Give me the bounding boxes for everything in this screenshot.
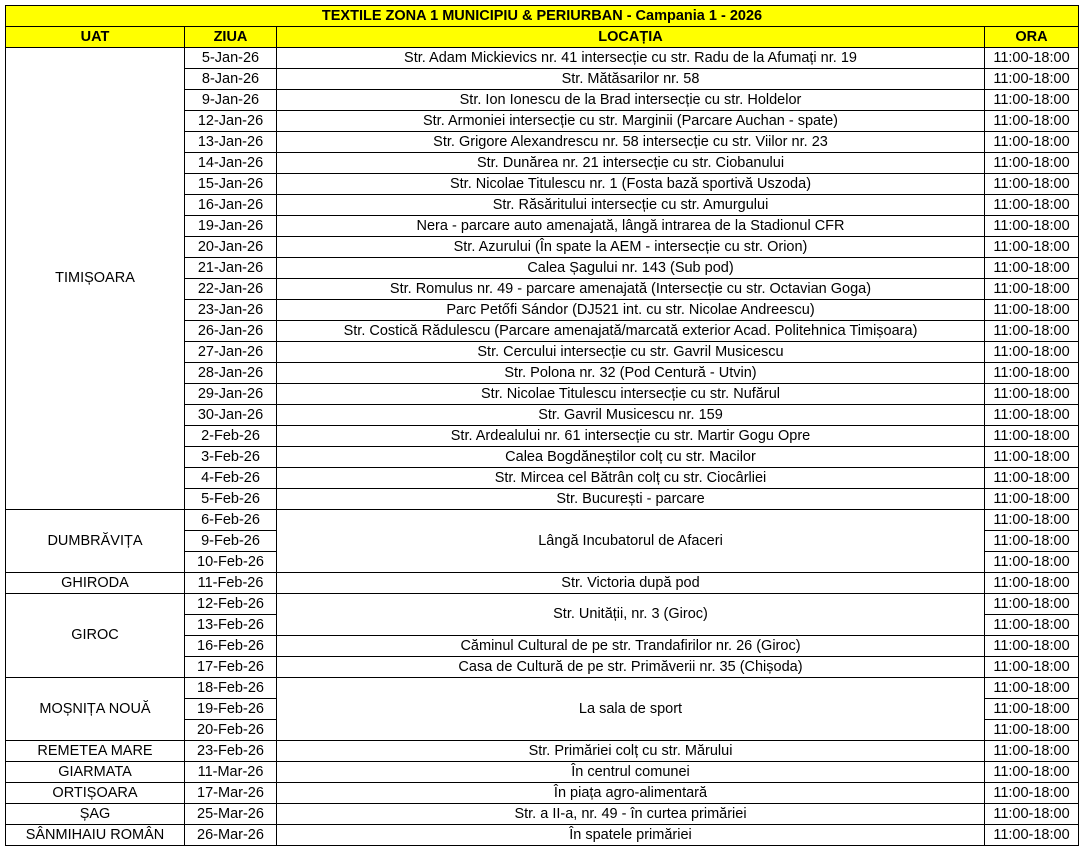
table-row <box>6 783 1079 804</box>
location-cell: Str. Nicolae Titulescu intersecție cu str. Nufărul <box>277 384 985 405</box>
location-cell: Str. Primăriei colț cu str. Mărului <box>277 741 985 762</box>
location-cell: Căminul Cultural de pe str. Trandafirilor nr. 26 (Giroc) <box>277 636 985 657</box>
hours-cell: 11:00-18:00 <box>985 342 1079 363</box>
hours-cell: 11:00-18:00 <box>985 321 1079 342</box>
date-cell: 21-Jan-26 <box>185 258 277 279</box>
table-row <box>6 825 1079 846</box>
table-row <box>6 804 1079 825</box>
hours-cell: 11:00-18:00 <box>985 699 1079 720</box>
location-cell: Casa de Cultură de pe str. Primăverii nr. 35 (Chișoda) <box>277 657 985 678</box>
date-cell: 13-Feb-26 <box>185 615 277 636</box>
location-cell: Str. Azurului (În spate la AEM - intersecție cu str. Orion) <box>277 237 985 258</box>
hours-cell: 11:00-18:00 <box>985 720 1079 741</box>
hours-cell: 11:00-18:00 <box>985 804 1079 825</box>
title-row <box>6 6 1079 27</box>
date-cell: 23-Jan-26 <box>185 300 277 321</box>
uat-cell: SÂNMIHAIU ROMÂN <box>6 825 185 846</box>
date-cell: 15-Jan-26 <box>185 174 277 195</box>
location-cell: Nera - parcare auto amenajată, lângă intrarea de la Stadionul CFR <box>277 216 985 237</box>
hours-cell: 11:00-18:00 <box>985 111 1079 132</box>
hours-cell: 11:00-18:00 <box>985 405 1079 426</box>
date-cell: 6-Feb-26 <box>185 510 277 531</box>
location-cell: În piața agro-alimentară <box>277 783 985 804</box>
date-cell: 17-Feb-26 <box>185 657 277 678</box>
uat-cell: GHIRODA <box>6 573 185 594</box>
date-cell: 12-Jan-26 <box>185 111 277 132</box>
uat-cell: TIMIȘOARA <box>6 48 185 510</box>
location-cell: Lângă Incubatorul de Afaceri <box>277 510 985 573</box>
date-cell: 16-Jan-26 <box>185 195 277 216</box>
header-row <box>6 27 1079 48</box>
hours-cell: 11:00-18:00 <box>985 384 1079 405</box>
hours-cell: 11:00-18:00 <box>985 90 1079 111</box>
hours-cell: 11:00-18:00 <box>985 552 1079 573</box>
location-cell: Str. Cercului intersecție cu str. Gavril Musicescu <box>277 342 985 363</box>
date-cell: 26-Mar-26 <box>185 825 277 846</box>
hours-cell: 11:00-18:00 <box>985 531 1079 552</box>
schedule-table <box>5 5 1079 846</box>
location-cell: La sala de sport <box>277 678 985 741</box>
location-cell: Str. Armoniei intersecție cu str. Marginii (Parcare Auchan - spate) <box>277 111 985 132</box>
hours-cell: 11:00-18:00 <box>985 510 1079 531</box>
date-cell: 13-Jan-26 <box>185 132 277 153</box>
uat-cell: MOȘNIȚA NOUĂ <box>6 678 185 741</box>
uat-cell: ȘAG <box>6 804 185 825</box>
hours-cell: 11:00-18:00 <box>985 447 1079 468</box>
column-header-uat: UAT <box>6 27 185 48</box>
date-cell: 18-Feb-26 <box>185 678 277 699</box>
hours-cell: 11:00-18:00 <box>985 783 1079 804</box>
date-cell: 5-Feb-26 <box>185 489 277 510</box>
uat-cell: REMETEA MARE <box>6 741 185 762</box>
uat-cell: DUMBRĂVIȚA <box>6 510 185 573</box>
hours-cell: 11:00-18:00 <box>985 468 1079 489</box>
table-row <box>6 762 1079 783</box>
date-cell: 5-Jan-26 <box>185 48 277 69</box>
uat-cell: GIARMATA <box>6 762 185 783</box>
hours-cell: 11:00-18:00 <box>985 237 1079 258</box>
hours-cell: 11:00-18:00 <box>985 741 1079 762</box>
table-body <box>6 48 1079 846</box>
hours-cell: 11:00-18:00 <box>985 657 1079 678</box>
uat-cell: ORTIȘOARA <box>6 783 185 804</box>
date-cell: 28-Jan-26 <box>185 363 277 384</box>
column-header-ziua: ZIUA <box>185 27 277 48</box>
date-cell: 19-Feb-26 <box>185 699 277 720</box>
date-cell: 9-Jan-26 <box>185 90 277 111</box>
location-cell: În spatele primăriei <box>277 825 985 846</box>
hours-cell: 11:00-18:00 <box>985 678 1079 699</box>
table-row <box>6 48 1079 69</box>
hours-cell: 11:00-18:00 <box>985 174 1079 195</box>
location-cell: Str. Romulus nr. 49 - parcare amenajată (Intersecție cu str. Octavian Goga) <box>277 279 985 300</box>
table-row <box>6 594 1079 615</box>
date-cell: 19-Jan-26 <box>185 216 277 237</box>
column-header-locatia: LOCAȚIA <box>277 27 985 48</box>
hours-cell: 11:00-18:00 <box>985 216 1079 237</box>
hours-cell: 11:00-18:00 <box>985 489 1079 510</box>
hours-cell: 11:00-18:00 <box>985 363 1079 384</box>
hours-cell: 11:00-18:00 <box>985 69 1079 90</box>
date-cell: 12-Feb-26 <box>185 594 277 615</box>
hours-cell: 11:00-18:00 <box>985 615 1079 636</box>
date-cell: 27-Jan-26 <box>185 342 277 363</box>
location-cell: Str. Ion Ionescu de la Brad intersecție cu str. Holdelor <box>277 90 985 111</box>
date-cell: 10-Feb-26 <box>185 552 277 573</box>
hours-cell: 11:00-18:00 <box>985 153 1079 174</box>
hours-cell: 11:00-18:00 <box>985 279 1079 300</box>
date-cell: 11-Mar-26 <box>185 762 277 783</box>
column-header-ora: ORA <box>985 27 1079 48</box>
table-row <box>6 741 1079 762</box>
location-cell: Calea Bogdăneștilor colț cu str. Macilor <box>277 447 985 468</box>
date-cell: 17-Mar-26 <box>185 783 277 804</box>
location-cell: Calea Șagului nr. 143 (Sub pod) <box>277 258 985 279</box>
hours-cell: 11:00-18:00 <box>985 258 1079 279</box>
table-row <box>6 573 1079 594</box>
location-cell: Str. Mircea cel Bătrân colț cu str. Ciocârliei <box>277 468 985 489</box>
location-cell: Str. Dunărea nr. 21 intersecție cu str. Ciobanului <box>277 153 985 174</box>
location-cell: Str. Grigore Alexandrescu nr. 58 intersecție cu str. Viilor nr. 23 <box>277 132 985 153</box>
table-row <box>6 678 1079 699</box>
location-cell: Str. Costică Rădulescu (Parcare amenajată/marcată exterior Acad. Politehnica Timișoara) <box>277 321 985 342</box>
location-cell: Str. București - parcare <box>277 489 985 510</box>
date-cell: 3-Feb-26 <box>185 447 277 468</box>
date-cell: 20-Jan-26 <box>185 237 277 258</box>
location-cell: Str. Adam Mickievics nr. 41 intersecție cu str. Radu de la Afumați nr. 19 <box>277 48 985 69</box>
location-cell: Str. a II-a, nr. 49 - în curtea primăriei <box>277 804 985 825</box>
location-cell: Str. Ardealului nr. 61 intersecție cu str. Martir Gogu Opre <box>277 426 985 447</box>
date-cell: 25-Mar-26 <box>185 804 277 825</box>
date-cell: 30-Jan-26 <box>185 405 277 426</box>
hours-cell: 11:00-18:00 <box>985 825 1079 846</box>
location-cell: Str. Unității, nr. 3 (Giroc) <box>277 594 985 636</box>
location-cell: Str. Polona nr. 32 (Pod Centură - Utvin) <box>277 363 985 384</box>
location-cell: În centrul comunei <box>277 762 985 783</box>
date-cell: 22-Jan-26 <box>185 279 277 300</box>
location-cell: Str. Răsăritului intersecție cu str. Amurgului <box>277 195 985 216</box>
date-cell: 14-Jan-26 <box>185 153 277 174</box>
table-row <box>6 510 1079 531</box>
date-cell: 16-Feb-26 <box>185 636 277 657</box>
location-cell: Parc Petőfi Sándor (DJ521 int. cu str. Nicolae Andreescu) <box>277 300 985 321</box>
date-cell: 8-Jan-26 <box>185 69 277 90</box>
hours-cell: 11:00-18:00 <box>985 195 1079 216</box>
location-cell: Str. Mătăsarilor nr. 58 <box>277 69 985 90</box>
hours-cell: 11:00-18:00 <box>985 573 1079 594</box>
date-cell: 29-Jan-26 <box>185 384 277 405</box>
hours-cell: 11:00-18:00 <box>985 762 1079 783</box>
date-cell: 20-Feb-26 <box>185 720 277 741</box>
location-cell: Str. Nicolae Titulescu nr. 1 (Fosta bază sportivă Uszoda) <box>277 174 985 195</box>
date-cell: 2-Feb-26 <box>185 426 277 447</box>
date-cell: 4-Feb-26 <box>185 468 277 489</box>
date-cell: 11-Feb-26 <box>185 573 277 594</box>
hours-cell: 11:00-18:00 <box>985 48 1079 69</box>
hours-cell: 11:00-18:00 <box>985 636 1079 657</box>
location-cell: Str. Victoria după pod <box>277 573 985 594</box>
hours-cell: 11:00-18:00 <box>985 132 1079 153</box>
table-title: TEXTILE ZONA 1 MUNICIPIU & PERIURBAN - Campania 1 - 2026 <box>6 6 1079 27</box>
hours-cell: 11:00-18:00 <box>985 594 1079 615</box>
hours-cell: 11:00-18:00 <box>985 300 1079 321</box>
date-cell: 9-Feb-26 <box>185 531 277 552</box>
hours-cell: 11:00-18:00 <box>985 426 1079 447</box>
date-cell: 23-Feb-26 <box>185 741 277 762</box>
date-cell: 26-Jan-26 <box>185 321 277 342</box>
uat-cell: GIROC <box>6 594 185 678</box>
location-cell: Str. Gavril Musicescu nr. 159 <box>277 405 985 426</box>
